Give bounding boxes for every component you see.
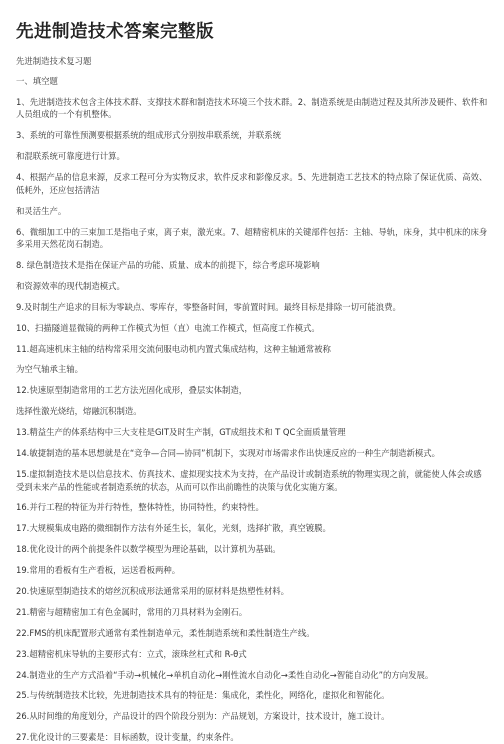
section-heading: 一、填空题 [16, 76, 58, 86]
paragraph: 和混联系统可靠度进行计算。 [16, 151, 125, 162]
paragraph: 18.优化设计的两个前提条件以数学模型为理论基础，以计算机为基础。 [16, 544, 281, 555]
paragraph: 15.虚拟制造技术是以信息技术、仿真技术、虚拟现实技术为支持，在产品设计或制造系统的物理实现之前，就能使人体会或感受到未来产品的性能或者制造系统的状态，从而可以作出前瞻性的决策与优化实施方案。 [16, 468, 482, 492]
paragraph: 22.FMS的机床配置形式通常有柔性制造单元，柔性制造系统和柔性制造生产线。 [16, 627, 315, 638]
paragraph: 25.与传统制造技术比较，先进制造技术具有的特征是：集成化，柔性化，网络化，虚拟化和智能化。 [16, 690, 390, 701]
paragraph: 11.超高速机床主轴的结构常采用交流伺服电动机内置式集成结构，这种主轴通常被称 [16, 343, 331, 354]
paragraph: 17.大规模集成电路的微细制作方法有外延生长，氧化，光刻，选择扩散，真空镀膜。 [16, 523, 331, 534]
paragraph: 和资源效率的现代制造模式。 [16, 280, 125, 291]
paragraph: 8. 绿色制造技术是指在保证产品的功能、质量、成本的前提下，综合考虑环境影响 [16, 260, 320, 271]
paragraph: 14.敏捷制造的基本思想就是在“竞争—合同—协同”机制下，实现对市场需求作出快速反应的一种生产制造新模式。 [16, 448, 440, 459]
paragraph: 选择性激光烧结，熔融沉积制造。 [16, 406, 142, 417]
paragraph: 1、先进制造技术包含主体技术群、支撑技术群和制造技术环境三个技术群。2、制造系统是由制造过程及其所涉及硬件、软件和人员组成的一个有机整体。 [16, 96, 488, 120]
paragraph: 9.及时制生产追求的目标为零缺点、零库存，零整备时间，零前置时间。最终目标是排除一切可能浪费。 [16, 301, 401, 312]
paragraph: 21.精密与超精密加工有色金属时，常用的刀具材料为金刚石。 [16, 606, 248, 617]
document-subtitle: 先进制造技术复习题 [16, 56, 92, 66]
paragraph: 3、系统的可靠性预测要根据系统的组成形式分别按串联系统，并联系统 [16, 130, 281, 141]
paragraph: 和灵活生产。 [16, 205, 67, 216]
paragraph: 4、根据产品的信息来源，反求工程可分为实物反求，软件反求和影像反求。5、先进制造工艺技术的特点除了保证优质、高效、低耗外，还应包括清洁 [16, 172, 488, 195]
paragraph: 为空气轴承主轴。 [16, 364, 83, 375]
paragraph: 24.制造业的生产方式沿着“手动→机械化→单机自动化→刚性流水自动化→柔性自动化→智能自动化”的方向发展。 [16, 669, 434, 680]
paragraph: 23.超精密机床导轨的主要形式有：立式，滚珠丝杠式和 R-θ式 [16, 648, 247, 659]
paragraph: 10、扫描隧道显微镜的两种工作模式为恒（直）电流工作模式，恒高度工作模式。 [16, 322, 320, 333]
paragraph: 19.常用的看板有生产看板，运送看板两种。 [16, 565, 181, 576]
paragraph: 12.快速原型制造常用的工艺方法光固化成形，叠层实体制造， [16, 385, 248, 396]
paragraph: 13.精益生产的体系结构中三大支柱是GIT及时生产制，GT成组技术和 T QC全面质量管理 [16, 427, 346, 438]
paragraph: 6、微细加工中的三束加工是指电子束，离子束，激光束。7、超精密机床的关键部件包括：主轴、导轨，床身，其中机床的床身多采用天然花岗石制造。 [16, 226, 488, 250]
document-title: 先进制造技术答案完整版 [16, 22, 214, 42]
paragraph: 20.快速原型制造技术的熔丝沉积成形法通常采用的原材料是热塑性材料。 [16, 585, 289, 596]
paragraph: 16.并行工程的特征为并行特性，整体特性，协同特性，约束特性。 [16, 502, 264, 513]
document-body [16, 75, 488, 744]
paragraph: 27.优化设计的三要素是：目标函数，设计变量，约束条件。 [16, 732, 239, 743]
paragraph: 26.从时间维的角度划分，产品设计的四个阶段分别为：产品规划，方案设计，技术设计，施工设计。 [16, 711, 390, 722]
